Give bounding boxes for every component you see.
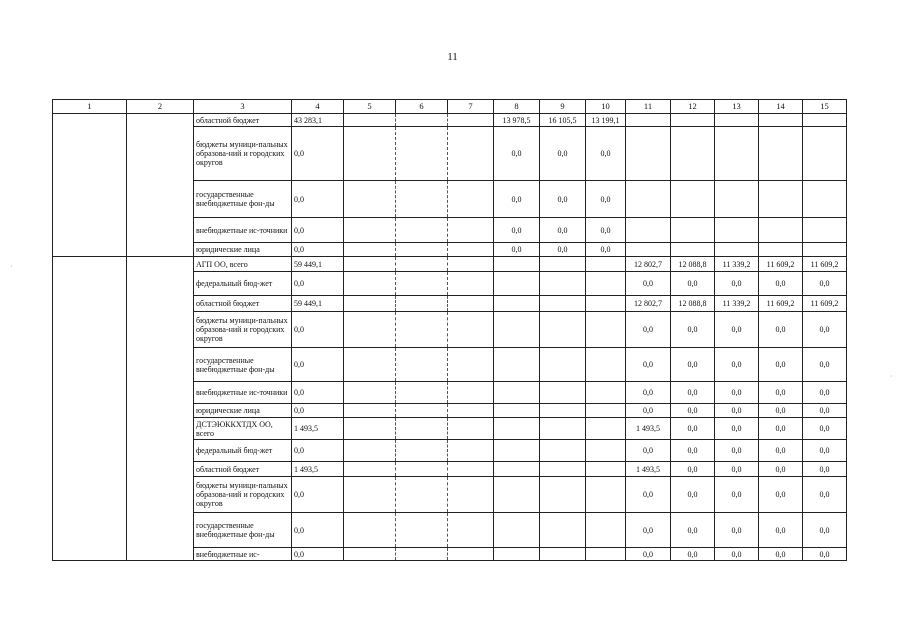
funding-source-label: АГП ОО, всего xyxy=(194,257,292,272)
value-col-15: 0,0 xyxy=(803,348,847,382)
value-col-13: 0,0 xyxy=(715,513,759,548)
value-col-11 xyxy=(626,243,671,257)
table-row xyxy=(53,257,847,272)
value-col-15: 0,0 xyxy=(803,312,847,348)
value-col-13: 0,0 xyxy=(715,477,759,513)
value-col-10 xyxy=(586,296,626,312)
value-col-8 xyxy=(494,272,540,296)
funding-source-label: бюджеты муници-пальных образова-ний и городских округов xyxy=(194,312,292,348)
cell-col-7 xyxy=(448,548,494,561)
cell-col-6 xyxy=(396,181,448,218)
value-col-14: 11 609,2 xyxy=(759,296,803,312)
total-value: 59 449,1 xyxy=(292,257,344,272)
value-col-10 xyxy=(586,272,626,296)
funding-source-label: областной бюджет xyxy=(194,462,292,477)
value-col-14: 0,0 xyxy=(759,462,803,477)
value-col-11: 0,0 xyxy=(626,548,671,561)
value-col-10 xyxy=(586,440,626,462)
value-col-11: 12 802,7 xyxy=(626,296,671,312)
cell-col-6 xyxy=(396,114,448,127)
value-col-11: 0,0 xyxy=(626,513,671,548)
funding-source-label: областной бюджет xyxy=(194,114,292,127)
column-number-row xyxy=(53,100,847,114)
column-number-cell: 14 xyxy=(759,100,803,114)
cell-col-6 xyxy=(396,312,448,348)
value-col-14 xyxy=(759,114,803,127)
value-col-10 xyxy=(586,404,626,418)
cell-col-6 xyxy=(396,404,448,418)
value-col-14: 0,0 xyxy=(759,272,803,296)
value-col-13: 0,0 xyxy=(715,418,759,440)
value-col-15 xyxy=(803,114,847,127)
value-col-11: 0,0 xyxy=(626,404,671,418)
cell-col-6 xyxy=(396,548,448,561)
value-col-14 xyxy=(759,243,803,257)
cell-col-5 xyxy=(344,477,396,513)
column-number-cell: 9 xyxy=(540,100,586,114)
value-col-11: 0,0 xyxy=(626,312,671,348)
value-col-15: 0,0 xyxy=(803,477,847,513)
value-col-14: 0,0 xyxy=(759,513,803,548)
funding-source-label: внебюджетные ис-точники xyxy=(194,382,292,404)
value-col-11 xyxy=(626,114,671,127)
value-col-12 xyxy=(671,114,715,127)
value-col-9 xyxy=(540,312,586,348)
value-col-13 xyxy=(715,181,759,218)
value-col-8: 0,0 xyxy=(494,127,540,181)
total-value: 0,0 xyxy=(292,382,344,404)
value-col-14: 0,0 xyxy=(759,440,803,462)
value-col-13 xyxy=(715,127,759,181)
value-col-8: 13 978,5 xyxy=(494,114,540,127)
value-col-10: 0,0 xyxy=(586,181,626,218)
cell-col-7 xyxy=(448,440,494,462)
cell-col-7 xyxy=(448,127,494,181)
funding-source-label: федеральный бюд-жет xyxy=(194,440,292,462)
value-col-14: 0,0 xyxy=(759,404,803,418)
value-col-11: 0,0 xyxy=(626,272,671,296)
cell-col-5 xyxy=(344,418,396,440)
margin-tick: · xyxy=(10,262,13,271)
value-col-8 xyxy=(494,440,540,462)
total-value: 0,0 xyxy=(292,548,344,561)
cell-col-6 xyxy=(396,477,448,513)
cell-col-6 xyxy=(396,218,448,243)
column-number-cell: 4 xyxy=(292,100,344,114)
funding-source-label: государственные внебюджетные фон-ды xyxy=(194,513,292,548)
value-col-12: 0,0 xyxy=(671,548,715,561)
cell-col-5 xyxy=(344,257,396,272)
value-col-8 xyxy=(494,348,540,382)
value-col-12 xyxy=(671,243,715,257)
cell-col-6 xyxy=(396,296,448,312)
value-col-13: 0,0 xyxy=(715,548,759,561)
value-col-13: 0,0 xyxy=(715,382,759,404)
column-number-cell: 5 xyxy=(344,100,396,114)
value-col-11: 0,0 xyxy=(626,348,671,382)
total-value: 1 493,5 xyxy=(292,418,344,440)
value-col-13: 11 339,2 xyxy=(715,296,759,312)
column-number-cell: 13 xyxy=(715,100,759,114)
value-col-8 xyxy=(494,513,540,548)
funding-source-label: бюджеты муници-пальных образова-ний и городских округов xyxy=(194,477,292,513)
total-value: 0,0 xyxy=(292,127,344,181)
total-value: 59 449,1 xyxy=(292,296,344,312)
cell-col-5 xyxy=(344,382,396,404)
total-value: 0,0 xyxy=(292,312,344,348)
cell-col-5 xyxy=(344,114,396,127)
value-col-12: 0,0 xyxy=(671,462,715,477)
column-number-cell: 10 xyxy=(586,100,626,114)
value-col-8 xyxy=(494,462,540,477)
value-col-10: 0,0 xyxy=(586,243,626,257)
total-value: 1 493,5 xyxy=(292,462,344,477)
value-col-8: 0,0 xyxy=(494,181,540,218)
funding-source-label: внебюджетные ис- xyxy=(194,548,292,561)
column-number-cell: 6 xyxy=(396,100,448,114)
value-col-12: 0,0 xyxy=(671,477,715,513)
column-number-cell: 1 xyxy=(53,100,127,114)
value-col-15: 11 609,2 xyxy=(803,257,847,272)
value-col-12: 0,0 xyxy=(671,404,715,418)
cell-col-6 xyxy=(396,382,448,404)
cell-col-7 xyxy=(448,181,494,218)
total-value: 0,0 xyxy=(292,348,344,382)
value-col-14 xyxy=(759,218,803,243)
value-col-9 xyxy=(540,513,586,548)
value-col-12: 0,0 xyxy=(671,348,715,382)
value-col-8 xyxy=(494,312,540,348)
value-col-12: 0,0 xyxy=(671,513,715,548)
value-col-10 xyxy=(586,257,626,272)
funding-source-label: бюджеты муници-пальных образова-ний и городских округов xyxy=(194,127,292,181)
value-col-13: 0,0 xyxy=(715,348,759,382)
value-col-14 xyxy=(759,181,803,218)
value-col-15: 0,0 xyxy=(803,462,847,477)
value-col-9: 0,0 xyxy=(540,127,586,181)
value-col-14: 0,0 xyxy=(759,477,803,513)
cell-col-5 xyxy=(344,181,396,218)
value-col-15: 11 609,2 xyxy=(803,296,847,312)
value-col-10: 13 199,1 xyxy=(586,114,626,127)
cell-col-6 xyxy=(396,348,448,382)
value-col-8 xyxy=(494,477,540,513)
funding-source-label: государственные внебюджетные фон-ды xyxy=(194,181,292,218)
value-col-14: 0,0 xyxy=(759,382,803,404)
value-col-15: 0,0 xyxy=(803,382,847,404)
value-col-12 xyxy=(671,127,715,181)
cell-col-6 xyxy=(396,127,448,181)
column-number-cell: 7 xyxy=(448,100,494,114)
value-col-14: 0,0 xyxy=(759,312,803,348)
cell-col-5 xyxy=(344,218,396,243)
cell-col-5 xyxy=(344,296,396,312)
value-col-9: 16 105,5 xyxy=(540,114,586,127)
cell-col-6 xyxy=(396,257,448,272)
value-col-11 xyxy=(626,218,671,243)
value-col-13 xyxy=(715,218,759,243)
total-value: 0,0 xyxy=(292,513,344,548)
cell-col-7 xyxy=(448,296,494,312)
column-number-cell: 15 xyxy=(803,100,847,114)
cell-col-5 xyxy=(344,462,396,477)
funding-source-label: юридические лица xyxy=(194,404,292,418)
value-col-15: 0,0 xyxy=(803,513,847,548)
column-number-cell: 11 xyxy=(626,100,671,114)
budget-table xyxy=(52,99,847,561)
value-col-8 xyxy=(494,382,540,404)
value-col-10 xyxy=(586,382,626,404)
value-col-14 xyxy=(759,127,803,181)
total-value: 0,0 xyxy=(292,218,344,243)
value-col-14: 11 609,2 xyxy=(759,257,803,272)
value-col-10 xyxy=(586,462,626,477)
value-col-9 xyxy=(540,440,586,462)
margin-tick: · xyxy=(890,372,893,381)
value-col-8 xyxy=(494,404,540,418)
value-col-9 xyxy=(540,418,586,440)
cell-col-7 xyxy=(448,404,494,418)
value-col-8 xyxy=(494,257,540,272)
value-col-9 xyxy=(540,462,586,477)
value-col-12: 0,0 xyxy=(671,418,715,440)
value-col-9: 0,0 xyxy=(540,243,586,257)
value-col-15 xyxy=(803,127,847,181)
value-col-13 xyxy=(715,243,759,257)
cell-col-6 xyxy=(396,513,448,548)
cell-col-7 xyxy=(448,348,494,382)
value-col-9 xyxy=(540,404,586,418)
funding-source-label: областной бюджет xyxy=(194,296,292,312)
value-col-11: 0,0 xyxy=(626,477,671,513)
cell-col-7 xyxy=(448,477,494,513)
value-col-12: 0,0 xyxy=(671,272,715,296)
value-col-15 xyxy=(803,218,847,243)
value-col-15 xyxy=(803,243,847,257)
cell-col-5 xyxy=(344,127,396,181)
column-number-cell: 3 xyxy=(194,100,292,114)
cell-col-7 xyxy=(448,257,494,272)
value-col-9: 0,0 xyxy=(540,218,586,243)
cell-col-2 xyxy=(127,114,194,257)
value-col-9 xyxy=(540,296,586,312)
cell-col-7 xyxy=(448,418,494,440)
funding-source-label: государственные внебюджетные фон-ды xyxy=(194,348,292,382)
cell-col-7 xyxy=(448,243,494,257)
cell-col-7 xyxy=(448,218,494,243)
funding-source-label: ДСТЭЮККХТДХ ОО, всего xyxy=(194,418,292,440)
cell-col-5 xyxy=(344,548,396,561)
value-col-15: 0,0 xyxy=(803,272,847,296)
value-col-10 xyxy=(586,548,626,561)
value-col-11: 12 802,7 xyxy=(626,257,671,272)
value-col-15: 0,0 xyxy=(803,418,847,440)
total-value: 0,0 xyxy=(292,440,344,462)
value-col-11: 1 493,5 xyxy=(626,462,671,477)
cell-col-6 xyxy=(396,243,448,257)
value-col-14: 0,0 xyxy=(759,548,803,561)
page-number: 11 xyxy=(447,51,458,63)
cell-col-5 xyxy=(344,312,396,348)
cell-col-1 xyxy=(53,257,127,561)
value-col-12 xyxy=(671,218,715,243)
total-value: 0,0 xyxy=(292,243,344,257)
cell-col-7 xyxy=(448,382,494,404)
cell-col-7 xyxy=(448,312,494,348)
value-col-10 xyxy=(586,348,626,382)
cell-col-6 xyxy=(396,418,448,440)
value-col-13: 11 339,2 xyxy=(715,257,759,272)
value-col-15 xyxy=(803,181,847,218)
cell-col-5 xyxy=(344,243,396,257)
value-col-12: 0,0 xyxy=(671,382,715,404)
total-value: 43 283,1 xyxy=(292,114,344,127)
value-col-12: 0,0 xyxy=(671,312,715,348)
cell-col-6 xyxy=(396,462,448,477)
funding-source-label: юридические лица xyxy=(194,243,292,257)
value-col-9 xyxy=(540,477,586,513)
cell-col-7 xyxy=(448,462,494,477)
value-col-15: 0,0 xyxy=(803,404,847,418)
cell-col-2 xyxy=(127,257,194,561)
cell-col-5 xyxy=(344,440,396,462)
value-col-14: 0,0 xyxy=(759,348,803,382)
value-col-15: 0,0 xyxy=(803,548,847,561)
value-col-12: 12 088,8 xyxy=(671,296,715,312)
column-number-cell: 8 xyxy=(494,100,540,114)
column-number-cell: 12 xyxy=(671,100,715,114)
value-col-9 xyxy=(540,257,586,272)
value-col-10 xyxy=(586,477,626,513)
cell-col-5 xyxy=(344,272,396,296)
value-col-9 xyxy=(540,272,586,296)
value-col-8 xyxy=(494,418,540,440)
value-col-10: 0,0 xyxy=(586,218,626,243)
value-col-10: 0,0 xyxy=(586,127,626,181)
funding-source-label: внебюджетные ис-точники xyxy=(194,218,292,243)
value-col-11 xyxy=(626,127,671,181)
value-col-15: 0,0 xyxy=(803,440,847,462)
value-col-9 xyxy=(540,348,586,382)
value-col-13: 0,0 xyxy=(715,404,759,418)
value-col-10 xyxy=(586,513,626,548)
value-col-9 xyxy=(540,382,586,404)
column-number-cell: 2 xyxy=(127,100,194,114)
value-col-13: 0,0 xyxy=(715,440,759,462)
cell-col-7 xyxy=(448,513,494,548)
cell-col-5 xyxy=(344,404,396,418)
value-col-11: 1 493,5 xyxy=(626,418,671,440)
value-col-8 xyxy=(494,296,540,312)
value-col-13: 0,0 xyxy=(715,462,759,477)
value-col-10 xyxy=(586,418,626,440)
value-col-9: 0,0 xyxy=(540,181,586,218)
cell-col-5 xyxy=(344,348,396,382)
cell-col-6 xyxy=(396,440,448,462)
value-col-14: 0,0 xyxy=(759,418,803,440)
total-value: 0,0 xyxy=(292,404,344,418)
funding-source-label: федеральный бюд-жет xyxy=(194,272,292,296)
value-col-12 xyxy=(671,181,715,218)
value-col-11: 0,0 xyxy=(626,382,671,404)
value-col-9 xyxy=(540,548,586,561)
total-value: 0,0 xyxy=(292,181,344,218)
cell-col-6 xyxy=(396,272,448,296)
cell-col-5 xyxy=(344,513,396,548)
value-col-11: 0,0 xyxy=(626,440,671,462)
value-col-12: 0,0 xyxy=(671,440,715,462)
cell-col-1 xyxy=(53,114,127,257)
value-col-10 xyxy=(586,312,626,348)
total-value: 0,0 xyxy=(292,477,344,513)
table-row xyxy=(53,114,847,127)
value-col-13: 0,0 xyxy=(715,312,759,348)
cell-col-7 xyxy=(448,114,494,127)
value-col-11 xyxy=(626,181,671,218)
value-col-8 xyxy=(494,548,540,561)
value-col-12: 12 088,8 xyxy=(671,257,715,272)
table-body xyxy=(53,100,847,561)
total-value: 0,0 xyxy=(292,272,344,296)
value-col-8: 0,0 xyxy=(494,218,540,243)
value-col-13 xyxy=(715,114,759,127)
value-col-13: 0,0 xyxy=(715,272,759,296)
cell-col-7 xyxy=(448,272,494,296)
value-col-8: 0,0 xyxy=(494,243,540,257)
